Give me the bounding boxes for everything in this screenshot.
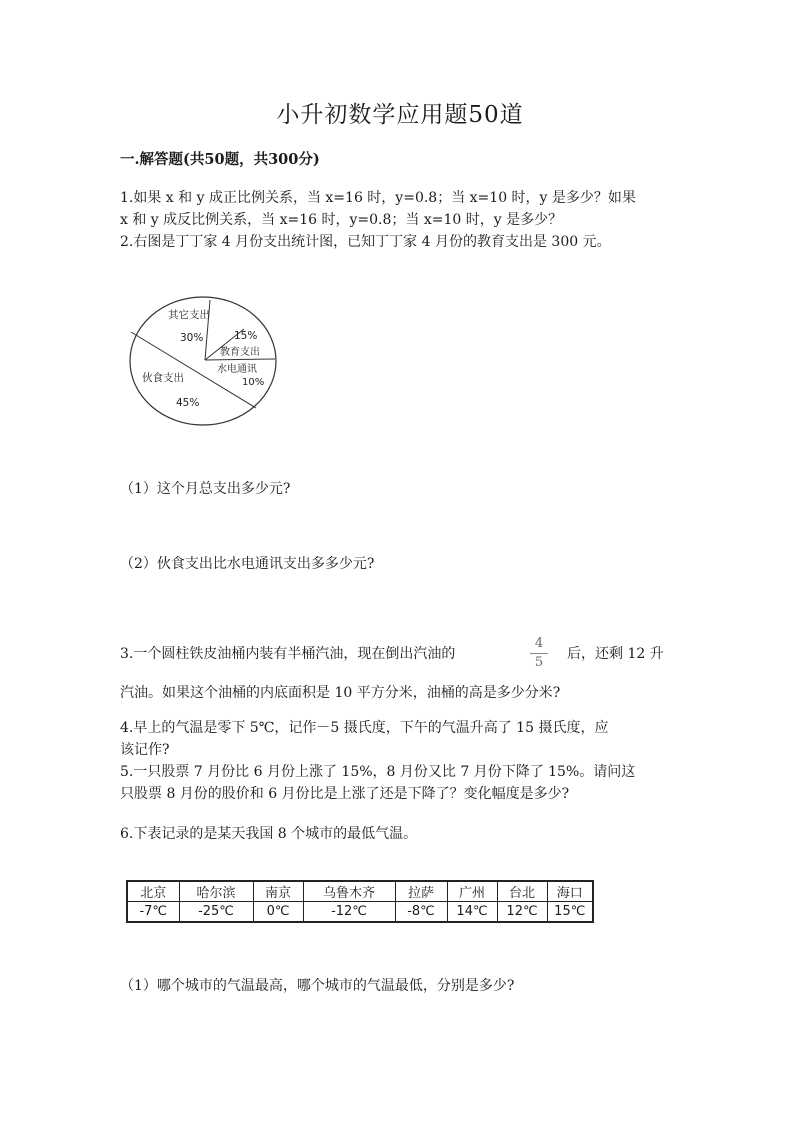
question-3-line-1a: 3.一个圆柱铁皮油桶内装有半桶汽油，现在倒出汽油的 bbox=[120, 646, 456, 662]
city-cell: 南京 bbox=[253, 881, 303, 902]
expense-pie-chart bbox=[128, 296, 278, 434]
question-2-sub-2: （2）伙食支出比水电通讯支出多多少元? bbox=[120, 556, 375, 572]
page-title: 小升初数学应用题50道 bbox=[276, 102, 524, 128]
city-cell: 哈尔滨 bbox=[179, 881, 253, 902]
table-row-temps bbox=[127, 902, 593, 923]
fraction-four-fifths bbox=[530, 636, 548, 671]
temp-cell: 14℃ bbox=[447, 902, 497, 923]
question-1-line-1: 1.如果 x 和 y 成正比例关系，当 x=16 时，y=0.8；当 x=10 时，y 是多少？如果 bbox=[120, 190, 636, 206]
city-cell: 海口 bbox=[547, 881, 593, 902]
city-cell: 广州 bbox=[447, 881, 497, 902]
temp-cell: 12℃ bbox=[497, 902, 547, 923]
pie-label-utilities: 水电通讯 bbox=[217, 364, 257, 375]
table-row-cities bbox=[127, 881, 593, 902]
temp-cell: -25℃ bbox=[179, 902, 253, 923]
city-cell: 北京 bbox=[127, 881, 179, 902]
question-6-sub-1: （1）哪个城市的气温最高，哪个城市的气温最低，分别是多少? bbox=[120, 978, 515, 994]
question-3-line-2: 汽油。如果这个油桶的内底面积是 10 平方分米，油桶的高是多少分米? bbox=[120, 685, 561, 701]
question-5-line-1: 5.一只股票 7 月份比 6 月份上涨了 15%，8 月份又比 7 月份下降了 15%。请问这 bbox=[120, 764, 636, 780]
pie-value-food: 45% bbox=[176, 397, 200, 409]
city-cell: 拉萨 bbox=[395, 881, 447, 902]
question-2: 2.右图是丁丁家 4 月份支出统计图，已知丁丁家 4 月份的教育支出是 300 元。 bbox=[120, 234, 611, 250]
pie-value-other: 30% bbox=[180, 332, 204, 344]
pie-label-other: 其它支出 bbox=[168, 309, 210, 321]
temperature-table bbox=[126, 880, 594, 923]
temp-cell: -8℃ bbox=[395, 902, 447, 923]
question-5-line-2: 只股票 8 月份的股价和 6 月份比是上涨了还是下降了？变化幅度是多少? bbox=[120, 786, 570, 802]
question-6: 6.下表记录的是某天我国 8 个城市的最低气温。 bbox=[120, 826, 418, 842]
city-cell: 台北 bbox=[497, 881, 547, 902]
fraction-denominator: 5 bbox=[534, 655, 544, 670]
question-2-sub-1: （1）这个月总支出多少元? bbox=[120, 481, 291, 497]
temp-cell: 0℃ bbox=[253, 902, 303, 923]
city-cell: 乌鲁木齐 bbox=[303, 881, 395, 902]
fraction-bar bbox=[530, 653, 548, 654]
question-3-line-1b: 后，还剩 12 升 bbox=[567, 646, 664, 662]
question-4-line-2: 该记作? bbox=[120, 742, 170, 758]
section-heading: 一.解答题(共50题，共300分) bbox=[120, 151, 320, 168]
fraction-numerator: 4 bbox=[534, 636, 544, 651]
temp-cell: 15℃ bbox=[547, 902, 593, 923]
pie-value-education: 15% bbox=[234, 330, 258, 342]
pie-value-utilities: 10% bbox=[242, 377, 265, 388]
temp-cell: -7℃ bbox=[127, 902, 179, 923]
question-1-line-2: x 和 y 成反比例关系，当 x=16 时，y=0.8；当 x=10 时，y 是多少？ bbox=[120, 212, 563, 228]
pie-label-education: 教育支出 bbox=[220, 347, 260, 358]
question-4-line-1: 4.早上的气温是零下 5℃，记作－5 摄氏度，下午的气温升高了 15 摄氏度，应 bbox=[120, 720, 609, 736]
pie-label-food: 伙食支出 bbox=[142, 372, 184, 384]
temp-cell: -12℃ bbox=[303, 902, 395, 923]
